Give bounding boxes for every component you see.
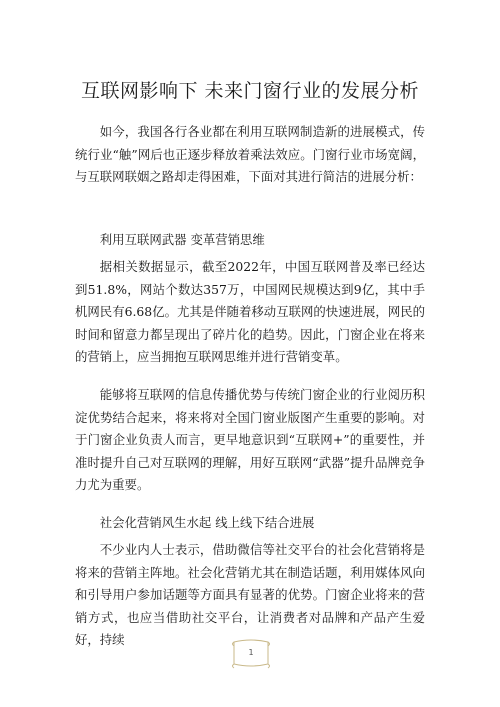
page-number-badge: [230, 636, 272, 672]
section-heading-1: 利用互联网武器 变革营销思维: [99, 232, 265, 247]
section2-paragraph-1: 不少业内人士表示，借助微信等社交平台的社会化营销将是将来的营销主阵地。社会化营销尤其在制造话题，利用媒体风向和引导用户参加话题等方面具有显著的优势。门窗企业将来的营销方式，也应当借助社交平台，让消费者对品牌和产品产生爱好，持续: [75, 542, 425, 648]
document-title: 互联网影响下 未来门窗行业的发展分析: [80, 80, 420, 102]
section1-paragraph-2: 能够将互联网的信息传播优势与传统门窗企业的行业阅历积淀优势结合起来，将来将对全国门窗业版图产生重要的影响。对于门窗企业负责人而言，更早地意识到“互联网+”的重要性，并准时提升自己对互联网的理解，用好互联网“武器”提升品牌竞争力尤为重要。: [75, 387, 425, 493]
page-number: 1: [248, 648, 254, 657]
section-heading-2: 社会化营销风生水起 线上线下结合进展: [99, 515, 315, 530]
section1-paragraph-1: 据相关数据显示，截至2022年，中国互联网普及率已经达到51.8%，网站个数达357万，中国网民规模达到9亿，其中手机网民有6.68亿。尤其是伴随着移动互联网的快速进展，网民的时间和留意力都呈现出了碎片化的趋势。因此，门窗企业在将来的营销上，应当拥抱互联网思维并进行营销变革。: [75, 259, 425, 365]
intro-paragraph: 如今，我国各行各业都在利用互联网制造新的进展模式，传统行业“触”网后也正逐步释放着乘法效应。门窗行业市场宽阔，与互联网联姻之路却走得困难，下面对其进行简洁的进展分析：: [75, 124, 425, 185]
